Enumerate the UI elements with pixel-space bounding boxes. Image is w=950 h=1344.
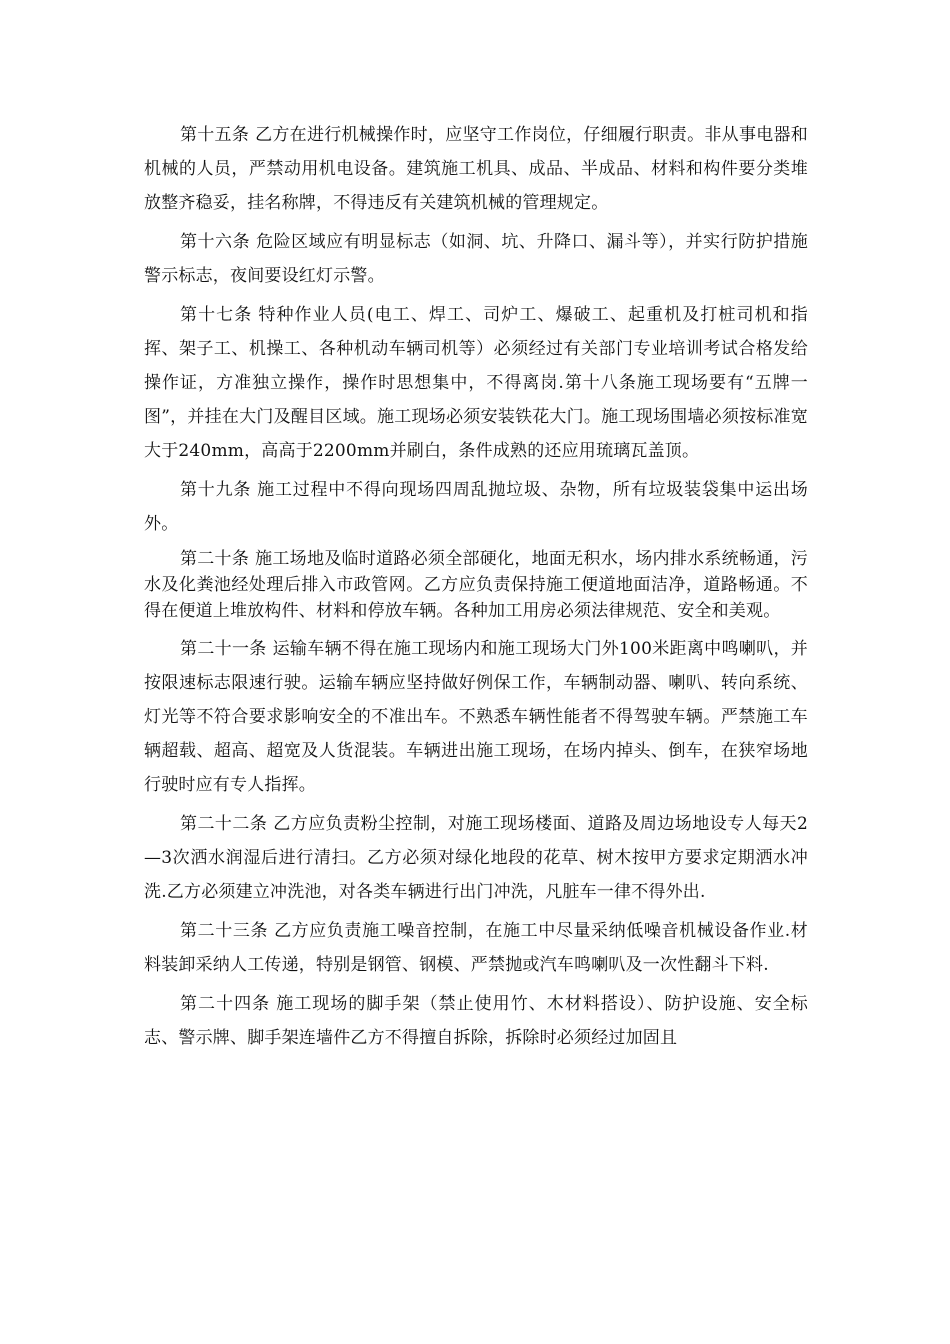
article-17 <box>144 298 808 468</box>
article-text: 施工过程中不得向现场四周乱抛垃圾、杂物，所有垃圾装袋集中运出场外。 <box>144 480 808 534</box>
article-label: 第二十条 <box>180 549 250 569</box>
article-text: 运输车辆不得在施工现场内和施工现场大门外100米距离中鸣喇叭，并按限速标志限速行驶。运输车辆应坚持做好例保工作，车辆制动器、喇叭、转向系统、灯光等不符合要求影响安全的不准出车。不熟悉车辆性能者不得驾驶车辆。严禁施工车辆超载、超高、超宽及人货混装。车辆进出施工现场，在场内掉头、倒车，在狭窄场地行驶时应有专人指挥。 <box>144 639 808 795</box>
article-text: 施工场地及临时道路必须全部硬化，地面无积水，场内排水系统畅通，污水及化粪池经处理后排入市政管网。乙方应负责保持施工便道地面洁净，道路畅通。不得在便道上堆放构件、材料和停放车辆。各种加工用房必须法律规范、安全和美观。 <box>144 549 808 621</box>
article-16 <box>144 225 808 293</box>
article-23 <box>144 914 808 982</box>
article-label: 第二十二条 <box>180 814 268 834</box>
article-text: 乙方应负责施工噪音控制，在施工中尽量采纳低噪音机械设备作业.材料装卸采纳人工传递，特别是钢管、钢模、严禁抛或汽车鸣喇叭及一次性翻斗下料. <box>144 921 808 975</box>
article-label: 第二十四条 <box>180 994 271 1014</box>
article-24 <box>144 987 808 1055</box>
article-text: 危险区域应有明显标志（如洞、坑、升降口、漏斗等），并实行防护措施警示标志，夜间要设红灯示警。 <box>144 232 808 286</box>
article-20 <box>144 546 808 624</box>
article-22 <box>144 807 808 909</box>
article-text: 施工现场的脚手架（禁止使用竹、木材料搭设）、防护设施、安全标志、警示牌、脚手架连墙件乙方不得擅自拆除，拆除时必须经过加固且 <box>144 994 809 1048</box>
article-label: 第十五条 <box>180 125 250 145</box>
document-body <box>144 118 808 1060</box>
article-label: 第二十一条 <box>180 639 267 659</box>
article-15 <box>144 118 808 220</box>
article-text: 乙方应负责粉尘控制，对施工现场楼面、道路及周边场地设专人每天2—3次洒水润湿后进行清扫。乙方必须对绿化地段的花草、树木按甲方要求定期洒水冲洗.乙方必须建立冲洗池，对各类车辆进行出门冲洗，凡脏车一律不得外出. <box>144 814 809 902</box>
article-text: 特种作业人员(电工、焊工、司炉工、爆破工、起重机及打桩司机和指挥、架子工、机操工、各种机动车辆司机等）必须经过有关部门专业培训考试合格发给操作证，方准独立操作，操作时思想集中，不得离岗.第十八条施工现场要有“五牌一图”，并挂在大门及醒目区域。施工现场必须安装铁花大门。施工现场围墙必须按标准宽大于240mm，高高于2200mm并刷白，条件成熟的还应用琉璃瓦盖顶。 <box>144 305 808 461</box>
article-label: 第十九条 <box>180 480 252 500</box>
article-label: 第二十三条 <box>180 921 269 941</box>
article-21 <box>144 632 808 802</box>
article-19 <box>144 473 808 541</box>
article-label: 第十七条 <box>180 305 253 325</box>
article-label: 第十六条 <box>180 232 251 252</box>
article-text: 乙方在进行机械操作时，应坚守工作岗位，仔细履行职责。非从事电器和机械的人员，严禁动用机电设备。建筑施工机具、成品、半成品、材料和构件要分类堆放整齐稳妥，挂名称牌，不得违反有关建筑机械的管理规定。 <box>144 125 808 213</box>
